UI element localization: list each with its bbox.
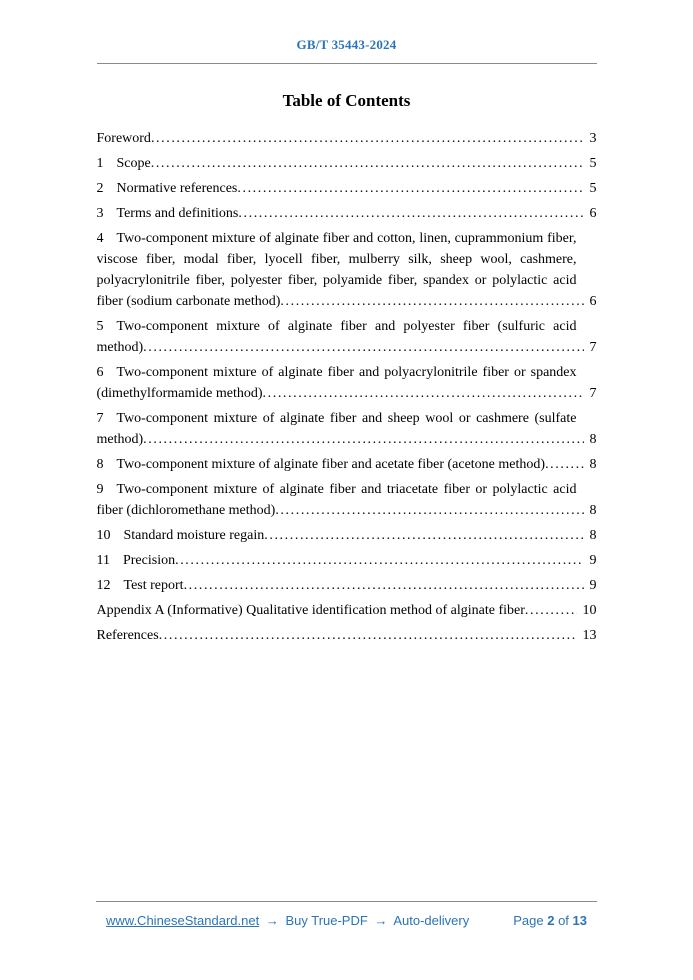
toc-entry-page: 5 <box>584 153 597 174</box>
footer-page-current: 2 <box>547 913 555 928</box>
toc-entry-number: 4 <box>96 231 104 246</box>
footer-buy-text: Buy True-PDF <box>285 913 368 928</box>
toc-entry-page: 6 <box>584 203 597 224</box>
toc-entry-number: 9 <box>96 482 104 497</box>
toc-entry-section-4 <box>97 228 597 312</box>
toc-entry-number: 7 <box>96 411 104 426</box>
toc-entry-page: 8 <box>584 500 597 521</box>
toc-entry-references <box>97 625 597 646</box>
toc-entry-label: Precision <box>122 553 176 568</box>
toc-entry-page: 5 <box>584 178 597 199</box>
toc-entry-number: 3 <box>96 206 104 221</box>
toc-entry-page: 3 <box>584 128 597 149</box>
toc-entry-label: Standard moisture regain <box>123 528 265 543</box>
toc-entry-number: 1 <box>96 156 104 171</box>
toc-entry-page: 7 <box>584 337 597 358</box>
toc-entry-label: Two-component mixture of alginate fiber and acetate fiber (acetone method) <box>116 457 546 472</box>
toc-entry-precision <box>97 550 597 571</box>
toc-entry-page: 9 <box>584 550 597 571</box>
toc-entry-number: 2 <box>96 181 104 196</box>
footer-left <box>106 913 469 928</box>
toc-entry-normative-references <box>97 178 597 199</box>
footer-row <box>96 913 597 928</box>
toc-entry-page: 9 <box>584 575 597 596</box>
toc-entry-page: 7 <box>584 383 597 404</box>
toc-entry-section-6 <box>97 362 597 404</box>
table-of-contents <box>97 128 597 646</box>
toc-entry-appendix-a <box>97 600 597 621</box>
toc-entry-page: 8 <box>584 429 597 450</box>
toc-entry-label: Scope <box>116 156 151 171</box>
toc-entry-label: Two-component mixture of alginate fiber and polyacrylonitrile fiber or spandex (dimethylformamide method) <box>96 365 577 401</box>
toc-entry-label: Terms and definitions <box>116 206 239 221</box>
page-title: Table of Contents <box>282 91 411 110</box>
toc-entry-label: Test report <box>123 578 184 593</box>
footer-delivery-text: Auto-delivery <box>393 913 470 928</box>
toc-entry-section-9 <box>97 479 597 521</box>
toc-entry-page: 6 <box>584 291 597 312</box>
toc-entry-label: Two-component mixture of alginate fiber and sheep wool or cashmere (sulfate method) <box>96 411 577 447</box>
header-divider <box>97 63 597 64</box>
toc-entry-label: References <box>96 628 159 643</box>
toc-entry-number: 8 <box>96 457 104 472</box>
toc-entry-label: Two-component mixture of alginate fiber and cotton, linen, cuprammonium fiber, viscose fiber, modal fiber, lyocell fiber, mulberry silk, sheep wool, cashmere, polyacrylonitrile fiber, polyester fiber, polyamide fiber, spandex or polylactic acid fiber (sodium carbonate method) <box>96 231 577 309</box>
toc-entry-scope <box>97 153 597 174</box>
toc-entry-test-report <box>97 575 597 596</box>
toc-entry-number: 10 <box>96 528 111 543</box>
chinesestandard-link[interactable]: www.ChineseStandard.net <box>106 913 260 928</box>
footer-page-word: Page <box>513 913 544 928</box>
toc-entry-section-5 <box>97 316 597 358</box>
footer-page-indicator <box>513 913 587 928</box>
toc-entry-number: 6 <box>96 365 104 380</box>
toc-entry-number: 11 <box>96 553 110 568</box>
toc-entry-number: 5 <box>96 319 104 334</box>
toc-entry-page: 10 <box>577 600 597 621</box>
toc-entry-page: 13 <box>577 625 597 646</box>
toc-entry-section-8 <box>97 454 597 475</box>
toc-entry-moisture-regain <box>97 525 597 546</box>
toc-entry-label: Two-component mixture of alginate fiber and polyester fiber (sulfuric acid method) <box>96 319 577 355</box>
toc-entry-page: 8 <box>584 525 597 546</box>
toc-entry-foreword <box>97 128 597 149</box>
toc-entry-terms-definitions <box>97 203 597 224</box>
toc-entry-label: Foreword <box>96 131 151 146</box>
toc-entry-label: Normative references <box>116 181 238 196</box>
footer-page-total: 13 <box>572 913 587 928</box>
footer-of-word: of <box>558 913 569 928</box>
toc-entry-label: Two-component mixture of alginate fiber and triacetate fiber or polylactic acid fiber (dichloromethane method) <box>96 482 577 518</box>
toc-entry-label: Appendix A (Informative) Qualitative identification method of alginate fiber <box>96 603 525 618</box>
toc-entry-number: 12 <box>96 578 111 593</box>
toc-entry-section-7 <box>97 408 597 450</box>
document-number: GB/T 35443-2024 <box>296 37 397 52</box>
footer <box>96 901 597 928</box>
toc-entry-page: 8 <box>584 454 597 475</box>
arrow-icon: → <box>265 913 279 928</box>
arrow-icon: → <box>374 913 388 928</box>
